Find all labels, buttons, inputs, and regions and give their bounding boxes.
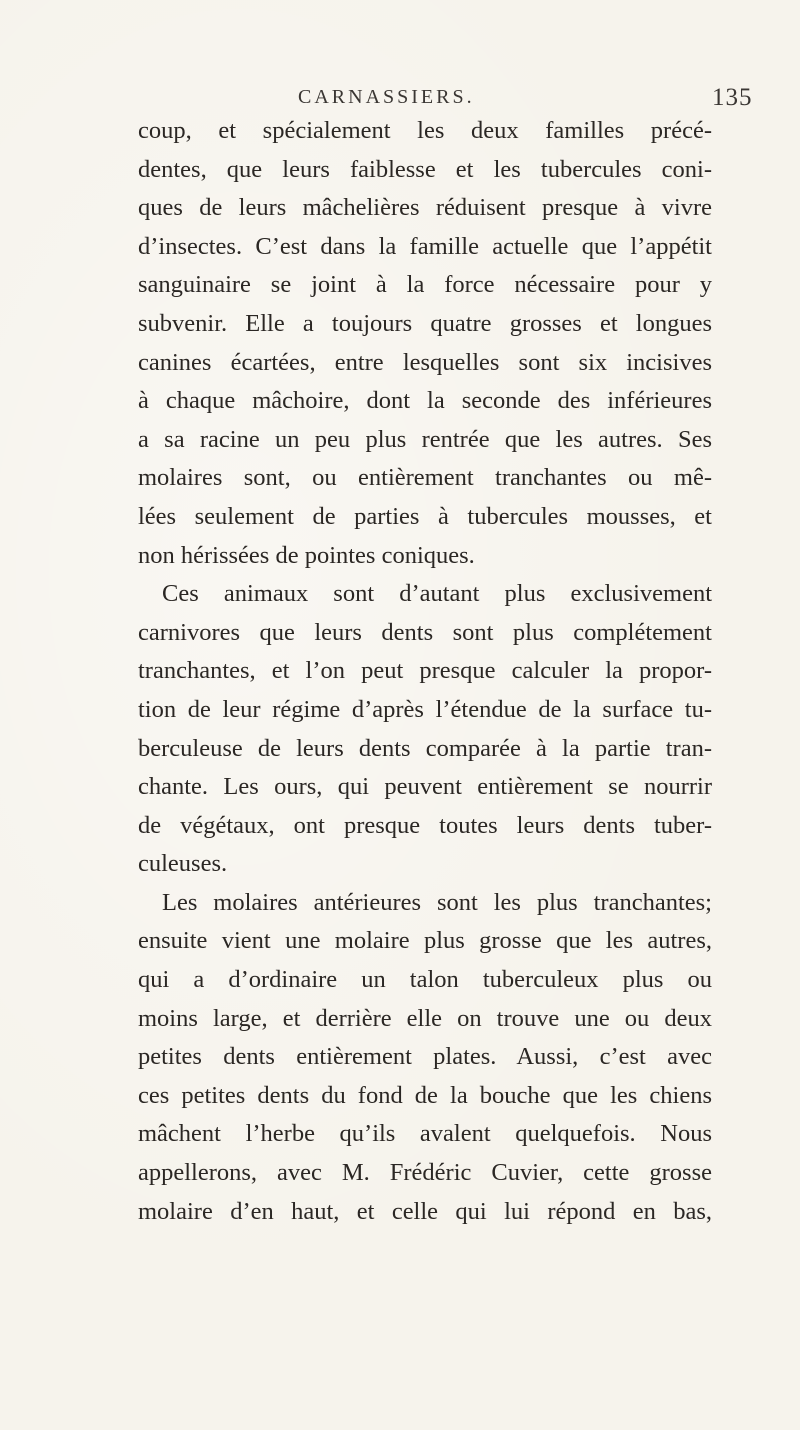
paragraph-1 — [138, 112, 712, 575]
text-line: subvenir. Elle a toujours quatre grosses et longues — [138, 309, 712, 337]
text-line: ces petites dents du fond de la bouche que les chiens — [138, 1081, 712, 1109]
text-line: de végétaux, ont presque toutes leurs dents tuber- — [138, 811, 712, 839]
text-line: carnivores que leurs dents sont plus complétement — [138, 618, 712, 646]
paragraph-2 — [138, 575, 712, 884]
text-line: dentes, que leurs faiblesse et les tubercules coni- — [138, 155, 712, 183]
body-text — [138, 112, 712, 1231]
text-line: ensuite vient une molaire plus grosse que les autres, — [138, 927, 712, 955]
text-line: chante. Les ours, qui peuvent entièrement se nourrir — [138, 773, 712, 801]
text-line: Ces animaux sont d’autant plus exclusivement — [162, 580, 712, 608]
text-line: coup, et spécialement les deux familles précé- — [138, 117, 712, 144]
text-line: Les molaires antérieures sont les plus tranchantes; — [162, 888, 712, 916]
text-line: lées seulement de parties à tubercules mousses, et — [138, 502, 712, 530]
text-line: culeuses. — [138, 850, 228, 878]
text-line: moins large, et derrière elle on trouve une ou deux — [138, 1004, 712, 1032]
text-line: canines écartées, entre lesquelles sont six incisives — [138, 348, 712, 376]
text-line: berculeuse de leurs dents comparée à la partie tran- — [138, 734, 712, 762]
text-line: appellerons, avec M. Frédéric Cuvier, cette grosse — [138, 1159, 712, 1187]
text-line: d’insectes. C’est dans la famille actuelle que l’appétit — [138, 232, 712, 260]
text-line: a sa racine un peu plus rentrée que les autres. Ses — [138, 425, 712, 453]
text-line: sanguinaire se joint à la force nécessaire pour y — [138, 271, 712, 299]
section-title: CARNASSIERS. — [298, 86, 475, 108]
text-line: molaire d’en haut, et celle qui lui répond en bas, — [138, 1197, 712, 1225]
text-line: à chaque mâchoire, dont la seconde des inférieures — [138, 387, 712, 415]
text-line: tion de leur régime d’après l’étendue de la surface tu- — [138, 695, 712, 723]
text-line: petites dents entièrement plates. Aussi, c’est avec — [138, 1043, 712, 1071]
paragraph-3 — [138, 884, 712, 1231]
text-line: molaires sont, ou entièrement tranchantes ou mê- — [138, 464, 712, 492]
text-line: ques de leurs mâchelières réduisent presque à vivre — [138, 194, 712, 222]
text-line: tranchantes, et l’on peut presque calculer la propor- — [138, 657, 712, 685]
text-line: non hérissées de pointes coniques. — [138, 541, 475, 569]
text-line: qui a d’ordinaire un talon tuberculeux plus ou — [138, 966, 712, 994]
page-number: 135 — [712, 84, 753, 111]
text-line: mâchent l’herbe qu’ils avalent quelquefois. Nous — [138, 1120, 712, 1148]
